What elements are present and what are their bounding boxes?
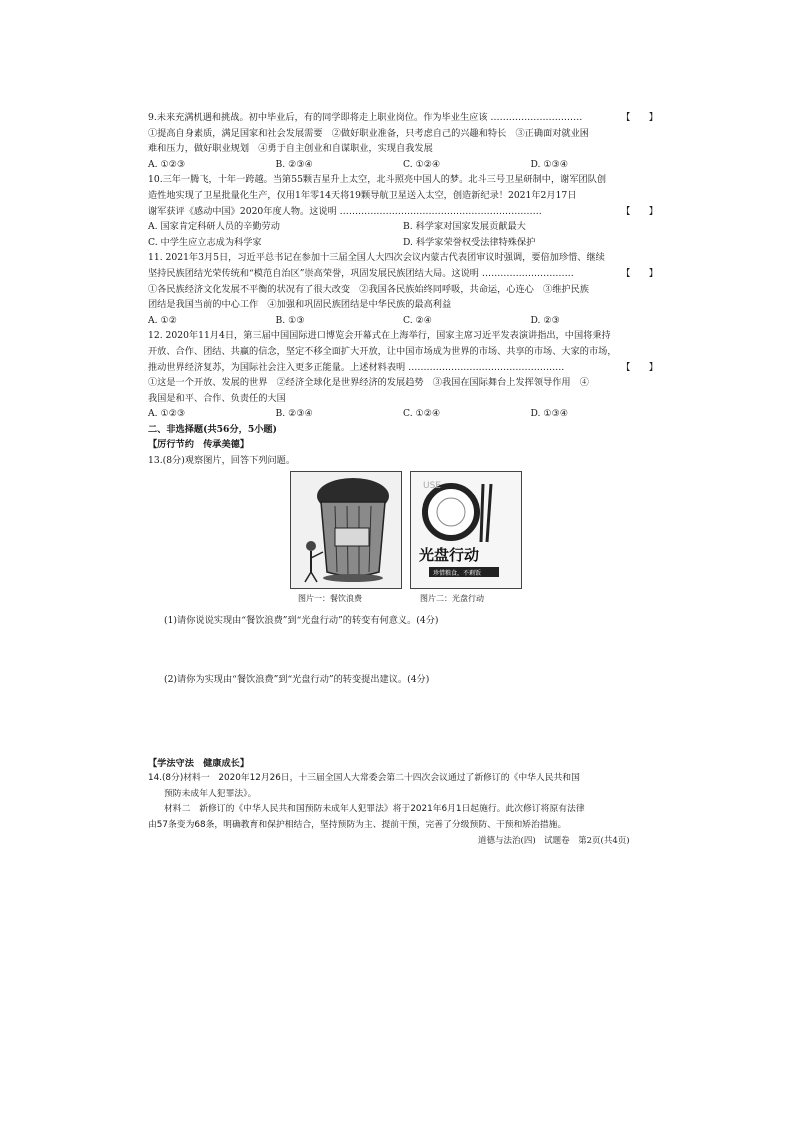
q9-option-d: D. ①③④ [530,158,569,170]
q9-option-c: C. ①②④ [403,158,441,170]
q12-option-b: B. ②③④ [275,408,313,420]
q11-option-c: C. ②④ [403,314,433,326]
q14-line2: 预防未成年人犯罪法》。 [164,788,257,799]
q10-option-c: C. 中学生应立志成为科学家 [148,236,262,248]
q11-line3: ①各民族经济文化发展不平衡的状况有了很大改变 ②我国各民族始终同呼吸，共命运，心连心 ③维护民族 [148,283,589,295]
q9-line3: 难和压力，做好职业规划 ④勇于自主创业和自谋职业，实现自我发展 [148,143,433,155]
q10-option-a: A. 国家肯定科研人员的辛勤劳动 [148,221,280,233]
question-13 [148,453,658,756]
trash-bin-cartoon-icon [291,472,401,588]
q11-options [148,313,658,329]
answer-space-2 [148,688,658,756]
q12-options [148,406,658,422]
question-10 [148,172,658,250]
section-heading-nonchoice: 二、非选择题(共56分，5小题) [148,423,277,435]
q13-subquestion-2: (2)请你为实现由“餐饮浪费”到“光盘行动”的转变提出建议。(4分) [164,674,430,686]
banner-law: 【学法守法 健康成长】 [148,757,250,769]
q13-subquestion-1: (1)请你说说实现由“餐饮浪费”到“光盘行动”的转变有何意义。(4分) [164,614,439,626]
q11-line1: 11. 2021年3月5日，习近平总书记在参加十三届全国人大四次会议内蒙古代表团审议时强调，要倍加珍惜、继续 [148,252,605,264]
clean-plate-poster-image [410,471,522,589]
q11-line2: 坚持民族团结光荣传统和“模范自治区”崇高荣誉，巩固发展民族团结大局。这说明 ………………………… [148,267,574,279]
q9-options [148,157,658,173]
q12-answer-bracket: 【 】 [621,361,658,373]
q12-line4: ①这是一个开放、发展的世界 ②经济全球化是世界经济的发展趋势 ③我国在国际舞台上发挥领导作用 ④ [148,377,589,389]
banner-thrift: 【厉行节约 传承美德】 [148,439,250,451]
page-footer: 道德与法治(四) 试题卷 第2页(共4页) [478,836,630,846]
q9-stem: 9.未来充满机遇和挑战。初中毕业后，有的同学即将走上职业岗位。作为毕业生应该 ………………………… [148,112,583,123]
q14-line3: 材料二 新修订的《中华人民共和国预防未成年人犯罪法》将于2021年6月1日起施行。此次修订将原有法律 [164,804,585,815]
q9-option-a: A. ①②③ [148,158,186,170]
q10-answer-bracket: 【 】 [621,205,658,217]
svg-text:USE: USE [423,480,441,491]
q12-option-a: A. ①②③ [148,408,186,420]
q12-option-d: D. ①③④ [530,408,569,420]
q9-line2: ①提高自身素质，满足国家和社会发展需要 ②做好职业准备，只考虑自己的兴趣和特长 ③正确面对就业困 [148,127,589,139]
q11-answer-bracket: 【 】 [621,267,658,279]
exam-page [148,110,658,833]
q13-figures [148,471,658,621]
q9-option-b: B. ②③④ [275,158,313,170]
question-9 [148,110,658,172]
poster-title: 光盘行动 [419,545,480,564]
q11-option-d: D. ②③ [530,314,560,326]
q10-line1: 10.三年一腾飞，十年一跨越。当第55颗吉星升上太空，北斗照亮中国人的梦。北斗三号卫星研制中，谢军团队创 [148,174,607,186]
q12-line1: 12. 2020年11月4日，第三届中国国际进口博览会开幕式在上海举行，国家主席习近平发表演讲指出，中国将秉持 [148,330,611,342]
q14-line1: 14.(8分)材料一 2020年12月26日，十三届全国人大常委会第二十四次会议通过了新修订的《中华人民共和国 [148,773,580,784]
answer-space-1 [148,628,658,672]
q13-stem: 13.(8分)观察图片，回答下列问题。 [148,455,296,467]
poster-slogan: 珍惜粮食，不剩饭 [433,569,482,577]
q10-line2: 造性地实现了卫星批量化生产，仅用1年零14天将19颗导航卫星送入太空，创造新纪录！2021年2月17日 [148,189,577,201]
question-12 [148,328,658,422]
question-11 [148,250,658,328]
figure1-caption: 图片一：餐饮浪费 [298,593,362,603]
q11-option-b: B. ①③ [275,314,305,326]
q11-option-a: A. ①② [148,314,177,326]
q10-option-d: D. 科学家荣誉权受法律特殊保护 [403,236,536,248]
q10-line3: 谢军获评《感动中国》2020年度人物。这说明 ………………………………………………………… [148,205,542,217]
q10-option-b: B. 科学家对国家发展贡献最大 [403,221,526,233]
q12-line2: 开放、合作、团结、共赢的信念，坚定不移全面扩大开放，让中国市场成为世界的市场、共享的市场、大家的市场， [148,345,617,357]
q9-answer-bracket: 【 】 [621,112,658,123]
q11-line4: 团结是我国当前的中心工作 ④加强和巩固民族团结是中华民族的最高利益 [148,299,452,311]
q14-line4: 由57条变为68条，明确教育和保护相结合，坚持预防为主、提前干预，完善了分级预防、干预和矫治措施。 [148,819,567,830]
question-14 [148,771,658,833]
q12-line5: 我国是和平、合作、负责任的大国 [148,392,286,404]
food-waste-cartoon-image [290,471,402,589]
q12-option-c: C. ①②④ [403,408,441,420]
q10-options [148,219,658,250]
q12-line3: 推动世界经济复苏，为国际社会注入更多正能量。上述材料表明 …………………………………………… [148,361,565,373]
figure2-caption: 图片二：光盘行动 [420,593,484,603]
clean-plate-poster-icon [411,472,521,588]
